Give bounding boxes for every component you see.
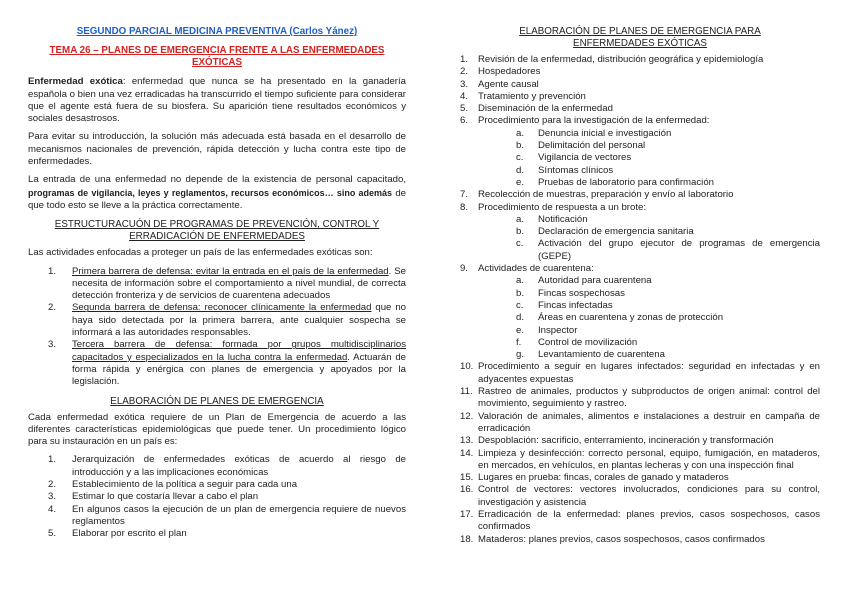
sub-item <box>478 325 820 337</box>
sub-item-text: Fincas sospechosas <box>538 287 625 299</box>
barrier-heading: Tercera barrera de defensa: formada por grupos multidisciplinarios capacitados y especializados en la lucha contra la enfermedad <box>72 339 406 363</box>
item-number: 6. <box>460 115 469 127</box>
plan-item-text: Revisión de la enfermedad, distribución geográfica y epidemiología <box>478 54 764 65</box>
sub-item <box>478 349 820 361</box>
plan-item <box>460 509 820 534</box>
sub-item <box>478 152 820 164</box>
section-heading-plans: ELABORACIÓN DE PLANES DE EMERGENCIA <box>110 395 324 407</box>
steps-list <box>28 454 406 540</box>
sub-letter: c. <box>516 238 524 250</box>
step-item <box>28 491 406 503</box>
step-text: Elaborar por escrito el plan <box>72 528 187 540</box>
barrier-text: . Se necesita de información sobre el comportamiento a nivel mundial, de correcta detección fronteriza y de servicios de cuarentena adecuados <box>72 265 406 302</box>
plan-item-text: Procedimiento para la investigación de la enfermedad: <box>478 115 710 127</box>
paragraph-entry <box>28 174 406 212</box>
section2-intro: Cada enfermedad exótica requiere de un Plan de Emergencia de acuerdo a las diferentes características epidemiológicas que puede tener. Un procedimiento lógico para su instauración en un país es: <box>28 411 406 448</box>
sub-item-text: Denuncia inicial e investigación <box>538 127 672 139</box>
sub-item-text: Declaración de emergencia sanitaria <box>538 226 694 238</box>
document-header: SEGUNDO PARCIAL MEDICINA PREVENTIVA (Carlos Yánez) <box>76 26 358 37</box>
sub-list <box>478 128 820 189</box>
item-number: 5. <box>48 528 57 540</box>
right-title: ELABORACIÓN DE PLANES DE EMERGENCIA PARA ENFERMEDADES EXÓTICAS <box>519 26 761 49</box>
sub-item <box>478 312 820 324</box>
plan-item-text: Rastreo de animales, productos y subproductos de origen animal: control del movimiento, seguimiento y rastreo. <box>478 386 820 410</box>
definition-text: : enfermedad que nunca se ha presentado en la ganadería española o bien una vez erradicadas ha transcurrido el tiempo suficiente para considerar que el agente está fuera de su biosfera. Su aparición tiene resultados económicos y sociales desastrosos. <box>28 76 406 125</box>
item-number: 2. <box>48 479 57 491</box>
plan-item-text: Lugares en prueba: fincas, corales de ganado y mataderos <box>478 472 729 484</box>
sub-item-text: Levantamiento de cuarentena <box>538 349 665 361</box>
plan-item <box>460 66 820 78</box>
sub-item-text: Notificación <box>538 213 588 225</box>
sub-letter: c. <box>516 299 524 311</box>
plan-item-text: Control de vectores: vectores involucrados, condiciones para su control, investigación y asistencia <box>478 484 820 508</box>
entry-text-a: La entrada de una enfermedad no depende de la existencia de personal capacitado, <box>28 174 406 186</box>
barrier-text: . Actuarán de forma rápida y enérgica con planes de emergencia y apoyados por la legislación. <box>72 351 406 388</box>
item-number: 9. <box>460 263 469 275</box>
topic-title: TEMA 26 – PLANES DE EMERGENCIA FRENTE A LAS ENFERMEDADES EXÓTICAS <box>49 45 385 69</box>
item-number: 13. <box>460 435 474 447</box>
plan-item-text: Valoración de animales, alimentos e instalaciones a destruir en campaña de erradicación <box>478 410 820 434</box>
item-number: 5. <box>460 103 469 115</box>
plan-item-text: Recolección de muestras, preparación y envío al laboratorio <box>478 189 734 201</box>
sub-letter: d. <box>516 312 525 324</box>
sub-item <box>478 238 820 263</box>
item-number: 14. <box>460 447 474 459</box>
step-item <box>28 479 406 491</box>
sub-item-text: Activación del grupo ejecutor de programas de emergencia (GEPE) <box>538 238 820 262</box>
entry-text-bold: programas de vigilancia, leyes y reglamentos, recursos económicos… sino además <box>28 187 392 198</box>
sub-letter: e. <box>516 324 525 336</box>
plan-item <box>460 115 820 189</box>
sub-item <box>478 300 820 312</box>
sub-item-text: Inspector <box>538 324 578 336</box>
paragraph-definition <box>28 76 406 125</box>
plan-item-text: Despoblación: sacrificio, enterramiento, incineración y transformación <box>478 435 774 447</box>
item-number: 11. <box>460 386 473 398</box>
sub-item <box>478 337 820 349</box>
item-number: 2. <box>48 302 57 314</box>
plan-item-text: Limpieza y desinfección: correcto personal, equipo, fumigación, en mataderos, en mercados, en vehículos, en plantas lecheras y con una inspección final <box>478 447 820 471</box>
sub-letter: f. <box>516 336 522 348</box>
sub-letter: e. <box>516 176 525 188</box>
sub-item-text: Vigilancia de vectores <box>538 152 632 164</box>
item-number: 1. <box>48 454 57 466</box>
plan-item <box>460 386 820 411</box>
sub-letter: g. <box>516 349 525 361</box>
sub-item <box>478 226 820 238</box>
barrier-item <box>28 339 406 388</box>
plan-item <box>460 91 820 103</box>
sub-list <box>478 214 820 263</box>
sub-item <box>478 214 820 226</box>
paragraph-prevention: Para evitar su introducción, la solución más adecuada está basada en el desarrollo de mecanismos nacionales de prevención, rápida detección y lucha contra este tipo de enfermedades. <box>28 131 406 168</box>
item-number: 12. <box>460 410 474 422</box>
section-heading-structuring: ESTRUCTURACUÓN DE PROGRAMAS DE PREVENCIÓN, CONTROL Y ERRADICACIÓN DE ENFERMEDADES <box>54 219 380 243</box>
plan-item <box>460 263 820 361</box>
left-column <box>28 26 406 545</box>
step-text: Establecimiento de la política a seguir para cada una <box>72 479 298 491</box>
item-number: 3. <box>48 491 57 503</box>
barrier-heading: Segunda barrera de defensa: reconocer clínicamente la enfermedad <box>72 302 372 314</box>
sub-item-text: Control de movilización <box>538 336 638 348</box>
sub-letter: c. <box>516 152 524 164</box>
sub-item-text: Áreas en cuarentena y zonas de protección <box>538 312 724 324</box>
plan-item-text: Procedimiento de respuesta a un brote: <box>478 201 646 213</box>
sub-item <box>478 275 820 287</box>
sub-letter: a. <box>516 275 525 287</box>
barrier-list <box>28 266 406 389</box>
item-number: 1. <box>48 265 57 277</box>
step-item <box>28 504 406 529</box>
step-text: En algunos casos la ejecución de un plan de emergencia requiere de nuevos reglamentos <box>72 503 406 527</box>
plan-item <box>460 534 820 546</box>
plan-item <box>460 435 820 447</box>
plan-item-text: Mataderos: planes previos, casos sospechosos, casos confirmados <box>478 533 765 545</box>
plan-item <box>460 79 820 91</box>
plan-item-text: Agente causal <box>478 78 539 90</box>
item-number: 18. <box>460 533 474 545</box>
item-number: 7. <box>460 189 469 201</box>
barrier-item <box>28 266 406 303</box>
plan-item-text: Diseminación de la enfermedad <box>478 103 613 115</box>
item-number: 8. <box>460 201 469 213</box>
right-column <box>460 26 820 550</box>
plan-item-text: Actividades de cuarentena: <box>478 263 594 275</box>
definition-term: Enfermedad exótica <box>28 76 123 88</box>
barrier-heading: Primera barrera de defensa: evitar la entrada en el país de la enfermedad <box>72 265 389 277</box>
item-number: 3. <box>48 339 57 351</box>
sub-letter: b. <box>516 287 525 299</box>
sub-item-text: Autoridad para cuarentena <box>538 275 652 287</box>
item-number: 2. <box>460 66 469 78</box>
sub-letter: d. <box>516 164 525 176</box>
plan-items-list <box>460 54 820 546</box>
sub-letter: b. <box>516 140 525 152</box>
sub-item-text: Pruebas de laboratorio para confirmación <box>538 176 714 188</box>
entry-text-b: de que todo esto se lleve a la práctica correctamente. <box>28 187 406 211</box>
barrier-item <box>28 302 406 339</box>
sub-item-text: Delimitación del personal <box>538 140 646 152</box>
step-item <box>28 528 406 540</box>
sub-item <box>478 165 820 177</box>
sub-item <box>478 140 820 152</box>
plan-item <box>460 189 820 201</box>
sub-item <box>478 128 820 140</box>
item-number: 4. <box>460 90 469 102</box>
plan-item <box>460 361 820 386</box>
plan-item <box>460 411 820 436</box>
sub-letter: a. <box>516 127 525 139</box>
item-number: 1. <box>460 54 469 65</box>
sub-letter: b. <box>516 226 525 238</box>
step-text: Estimar lo que costaría llevar a cabo el plan <box>72 491 259 503</box>
sub-item-text: Síntomas clínicos <box>538 164 614 176</box>
plan-item-text: Erradicación de la enfermedad: planes previos, casos sospechosos, casos confirmados <box>478 508 820 533</box>
plan-item-text: Tratamiento y prevención <box>478 90 586 102</box>
item-number: 3. <box>460 78 469 90</box>
item-number: 17. <box>460 508 474 520</box>
item-number: 10. <box>460 361 474 373</box>
plan-item <box>460 472 820 484</box>
barrier-text: que no haya sido detectada por la primera barrera, ante cualquier sospecha se informará a las autoridades responsables. <box>72 302 406 339</box>
step-text: Jerarquización de enfermedades exóticas de acuerdo al riesgo de introducción y a las implicaciones económicas <box>72 454 406 478</box>
section1-intro: Las actividades enfocadas a proteger un país de las enfermedades exóticas son: <box>28 247 373 259</box>
plan-item <box>460 103 820 115</box>
plan-item <box>460 202 820 263</box>
sub-item <box>478 177 820 189</box>
plan-item <box>460 448 820 473</box>
item-number: 15. <box>460 472 474 484</box>
plan-item <box>460 54 820 66</box>
item-number: 16. <box>460 484 474 496</box>
sub-item <box>478 288 820 300</box>
sub-letter: a. <box>516 213 525 225</box>
sub-list <box>478 275 820 361</box>
plan-item-text: Hospedadores <box>478 66 541 78</box>
sub-item-text: Fincas infectadas <box>538 299 613 311</box>
step-item <box>28 454 406 479</box>
plan-item <box>460 484 820 509</box>
item-number: 4. <box>48 503 57 515</box>
plan-item-text: Procedimiento a seguir en lugares infectados: seguridad en infectadas y en adyacentes expuestas <box>478 361 820 385</box>
